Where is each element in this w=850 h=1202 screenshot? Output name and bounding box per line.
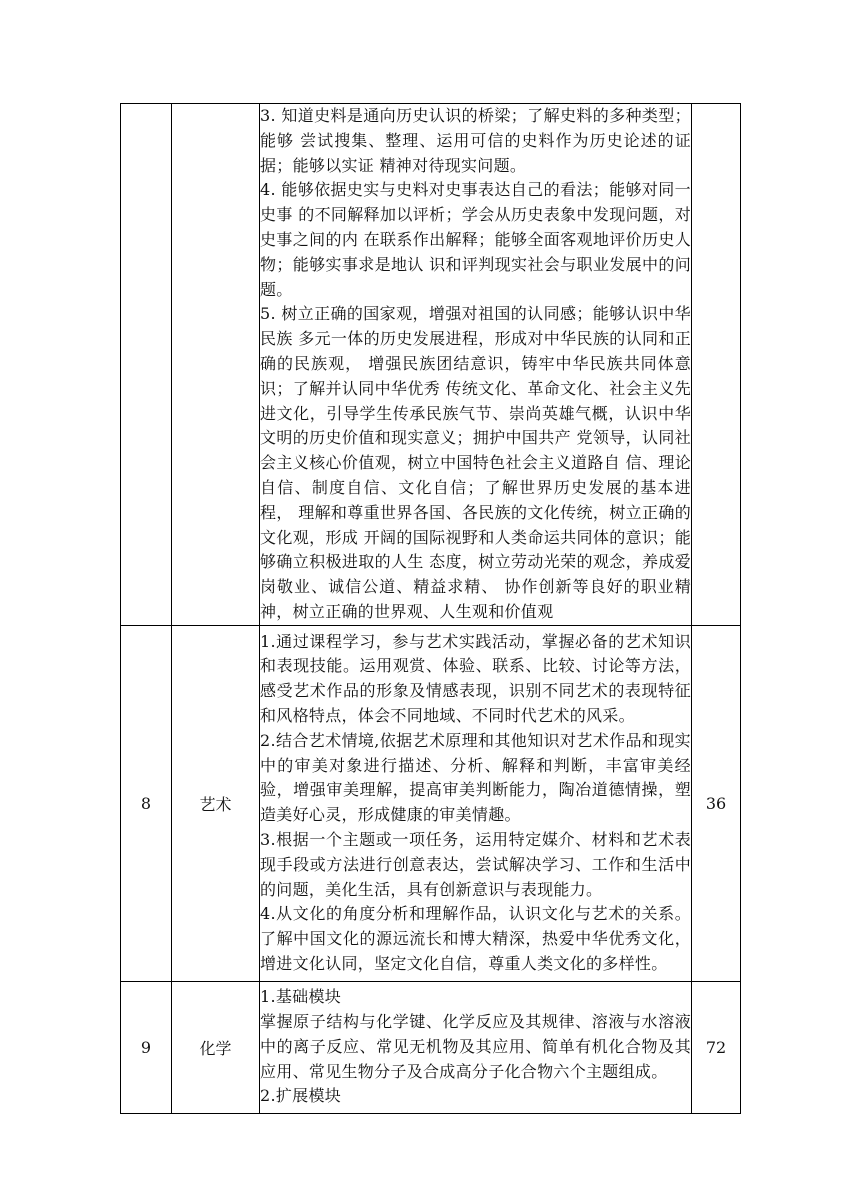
description-paragraph: 2.扩展模块 xyxy=(260,1086,342,1106)
curriculum-table xyxy=(120,103,741,1114)
row-number-cell xyxy=(121,104,172,626)
description-paragraph: 掌握原子结构与化学键、化学反应及其规律、溶液与水溶液中的离子反应、常见无机物及其应用、简单有机化合物及其应用、常见生物分子及合成高分子化合物六个主题组成。 xyxy=(260,1012,691,1081)
row-number-cell: 8 xyxy=(121,625,172,981)
hours-cell: 72 xyxy=(692,981,741,1113)
course-name-cell: 化学 xyxy=(172,981,260,1113)
description-paragraph: 3.根据一个主题或一项任务，运用特定媒介、材料和艺术表现手段或方法进行创意表达，尝试解决学习、工作和生活中的问题，美化生活，具有创新意识与表现能力。 xyxy=(260,830,691,899)
description-paragraph: 4. 能够依据史实与史料对史事表达自己的看法；能够对同一史事 的不同解释加以评析；学会从历史表象中发现问题，对史事之间的内 在联系作出解释；能够全面客观地评价历史人物；能够实事求是地认 识和评判现实社会与职业发展中的问题。 xyxy=(260,180,691,299)
row-number-cell: 9 xyxy=(121,981,172,1113)
table-row xyxy=(121,981,741,1113)
table-row xyxy=(121,104,741,626)
hours-cell: 36 xyxy=(692,625,741,981)
hours-cell xyxy=(692,104,741,626)
description-paragraph: 1.通过课程学习，参与艺术实践活动，掌握必备的艺术知识和表现技能。运用观赏、体验、联系、比较、讨论等方法，感受艺术作品的形象及情感表现，识别不同艺术的表现特征和风格特点，体会不同地域、不同时代艺术的风采。 xyxy=(260,631,691,726)
course-name-cell xyxy=(172,104,260,626)
course-description-cell xyxy=(260,104,692,626)
table-row xyxy=(121,625,741,981)
course-name-cell: 艺术 xyxy=(172,625,260,981)
description-paragraph: 2.结合艺术情境,依据艺术原理和其他知识对艺术作品和现实中的审美对象进行描述、分析、解释和判断，丰富审美经验，增强审美理解，提高审美判断能力，陶冶道德情操，塑造美好心灵，形成健康的审美情趣。 xyxy=(260,730,691,825)
description-paragraph: 1.基础模块 xyxy=(260,987,342,1007)
description-paragraph: 3. 知道史料是通向历史认识的桥梁；了解史料的多种类型；能够 尝试搜集、整理、运用可信的史料作为历史论述的证据；能够以实证 精神对待现实问题。 xyxy=(260,106,691,175)
description-paragraph: 5. 树立正确的国家观，增强对祖国的认同感；能够认识中华民族 多元一体的历史发展进程，形成对中华民族的认同和正确的民族观， 增强民族团结意识，铸牢中华民族共同体意识；了解并认同中华优秀 传统文化、革命文化、社会主义先进文化，引导学生传承民族气节、崇尚英雄气概，认识中华文明的历史价值和现实意义；拥护中国共产 党领导，认同社会主义核心价值观，树立中国特色社会主义道路自 信、理论自信、制度自信、文化自信；了解世界历史发展的基本进程， 理解和尊重世界各国、各民族的文化传统，树立正确的文化观，形成 开阔的国际视野和人类命运共同体的意识；能够确立积极进取的人生 态度，树立劳动光荣的观念，养成爱岗敬业、诚信公道、精益求精、 协作创新等良好的职业精神，树立正确的世界观、人生观和价值观 xyxy=(260,304,691,621)
course-description-cell xyxy=(260,981,692,1113)
description-paragraph: 4.从文化的角度分析和理解作品，认识文化与艺术的关系。了解中国文化的源远流长和博大精深，热爱中华优秀文化，增进文化认同，坚定文化自信，尊重人类文化的多样性。 xyxy=(260,904,691,974)
course-description-cell xyxy=(260,625,692,981)
